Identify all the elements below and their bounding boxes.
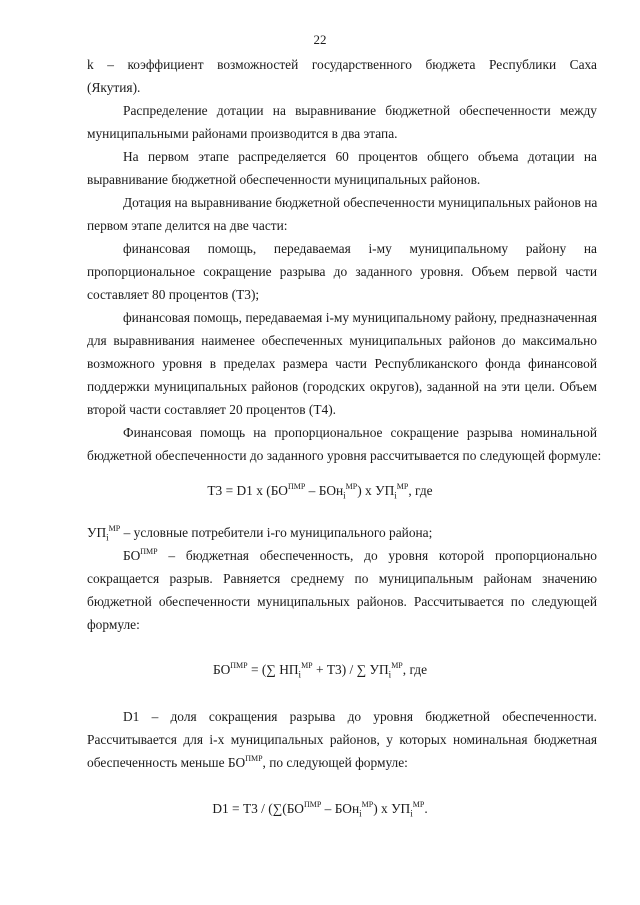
paragraph-line: муниципальными районами производится в два этапа.: [87, 126, 398, 141]
paragraph-line: Рассчитывается для i-х муниципальных районов, у которых номинальная бюджетная: [87, 732, 597, 747]
formula-bo: $БО^{ПМР}$ = (∑ $НП_i^{МР} + Т3$) / ∑ $УП_i^{МР}$, где: [212, 661, 428, 680]
paragraph-line: составляет 80 процентов (Т3);: [87, 287, 260, 302]
paragraph-line: k – коэффициент возможностей государственного бюджета Республики Саха: [87, 57, 597, 72]
page-number: 22: [313, 32, 327, 47]
paragraph-line: сокращается разрыв. Равняется среднему по муниципальным районам значению: [87, 571, 597, 586]
definition-bo: $БО^{ПМР}$ – бюджетная обеспеченность, до уровня которой пропорционально: [123, 547, 597, 563]
formula-d1: $D1 = Т3 / (\sum(БО^{ПМР} - БОн_i^{МР})$ х $УП_i^{МР}$.: [212, 800, 428, 819]
paragraph-line: первом этапе делится на две части:: [87, 218, 288, 233]
paragraph-line: Дотация на выравнивание бюджетной обеспеченности муниципальных районов на: [123, 195, 598, 210]
paragraph-line: выравнивание бюджетной обеспеченности муниципальных районов.: [87, 172, 481, 187]
paragraph-line: бюджетной обеспеченности до заданного уровня рассчитывается по следующей формуле:: [87, 448, 602, 463]
definition-up: $УП_i^{МР}$ – условные потребители i-го муниципального района;: [87, 524, 433, 543]
paragraph-line: поддержки муниципальных районов (городских округов), заданной на эти цели. Объем: [87, 379, 597, 394]
paragraph-line: бюджетной обеспеченности муниципальных районов. Рассчитывается по следующей: [87, 594, 597, 609]
paragraph-line: формуле:: [87, 617, 140, 632]
paragraph-line: Распределение дотации на выравнивание бюджетной обеспеченности между: [123, 103, 597, 118]
paragraph-line: финансовая помощь, передаваемая i-му муниципальному району на: [123, 241, 597, 256]
paragraph-line: На первом этапе распределяется 60 процентов общего объема дотации на: [123, 149, 597, 164]
paragraph-line: финансовая помощь, передаваемая i-му муниципальному району, предназначенная: [123, 310, 597, 325]
paragraph-line: возможного уровня в пределах размера части Республиканского фонда финансовой: [87, 356, 597, 371]
paragraph-line: пропорциональное сокращение разрыва до заданного уровня. Объем первой части: [87, 264, 597, 279]
paragraph-line: Финансовая помощь на пропорциональное сокращение разрыва номинальной: [123, 425, 597, 440]
paragraph-line: D1 – доля сокращения разрыва до уровня бюджетной обеспеченности.: [123, 709, 597, 724]
formula-t3: Т3 = D1 х $(БО^{ПМР} - БОн_i^{МР})$ х $УП_i^{МР}$, где: [207, 482, 433, 501]
paragraph-line: для выравнивания наименее обеспеченных муниципальных районов до максимально: [87, 333, 597, 348]
paragraph-line-last: обеспеченность меньше $БО^{ПМР}$, по следующей формуле:: [87, 754, 408, 770]
paragraph-line: (Якутия).: [87, 80, 141, 95]
paragraph-line: второй части составляет 20 процентов (Т4).: [87, 402, 337, 417]
